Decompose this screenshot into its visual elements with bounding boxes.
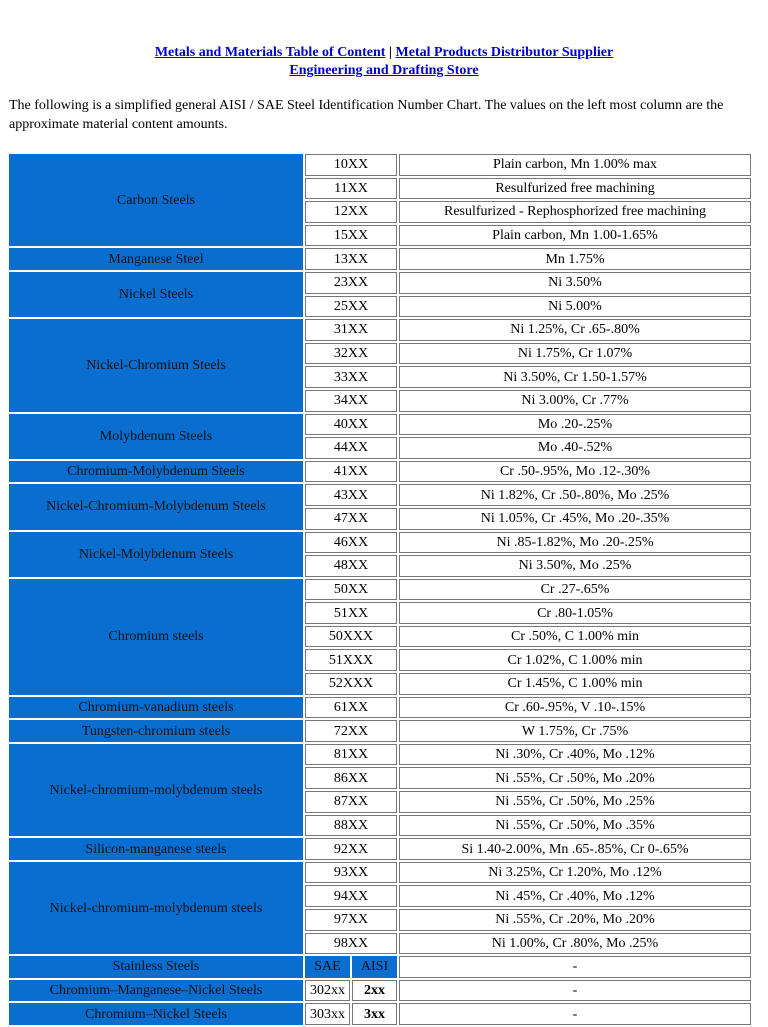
- category-cell: Nickel-Chromium Steels: [9, 319, 303, 411]
- code-cell: 31XX: [305, 319, 397, 341]
- intro-text: The following is a simplified general AISI / SAE Steel Identification Number Chart. The values on the left most column are the approximate material content amounts.: [9, 98, 724, 132]
- category-cell: Molybdenum Steels: [9, 414, 303, 459]
- category-cell: Chromium-vanadium steels: [9, 697, 303, 719]
- description-cell: Ni 3.25%, Cr 1.20%, Mo .12%: [399, 862, 751, 884]
- description-cell: Cr .50%, C 1.00% min: [399, 626, 751, 648]
- description-cell: Resulfurized free machining: [399, 178, 751, 200]
- category-cell: Chromium–Nickel Steels: [9, 1003, 303, 1025]
- table-row: [9, 862, 751, 884]
- description-cell: Ni .55%, Cr .50%, Mo .35%: [399, 815, 751, 837]
- table-row: [9, 720, 751, 742]
- description-cell: Ni .30%, Cr .40%, Mo .12%: [399, 744, 751, 766]
- stainless-row: [9, 956, 751, 978]
- stainless-row: [9, 980, 751, 1002]
- code-cell: 40XX: [305, 414, 397, 436]
- code-cell: 34XX: [305, 390, 397, 412]
- code-cell: 72XX: [305, 720, 397, 742]
- table-row: [9, 744, 751, 766]
- code-cell: 32XX: [305, 343, 397, 365]
- steel-table-body: [9, 154, 751, 1025]
- code-cell: 86XX: [305, 767, 397, 789]
- description-cell: Ni .45%, Cr .40%, Mo .12%: [399, 885, 751, 907]
- description-cell: Cr 1.02%, C 1.00% min: [399, 649, 751, 671]
- sae-cell: 302xx: [305, 980, 350, 1002]
- description-cell: Si 1.40-2.00%, Mn .65-.85%, Cr 0-.65%: [399, 838, 751, 860]
- distributor-link[interactable]: Metal Products Distributor Supplier: [395, 45, 614, 60]
- description-cell: Cr .60-.95%, V .10-.15%: [399, 697, 751, 719]
- aisi-cell: 2xx: [352, 980, 397, 1002]
- description-cell: Cr .80-1.05%: [399, 602, 751, 624]
- category-cell: Chromium steels: [9, 579, 303, 695]
- code-cell: 94XX: [305, 885, 397, 907]
- code-cell: 43XX: [305, 484, 397, 506]
- code-cell: 44XX: [305, 437, 397, 459]
- code-cell: 51XXX: [305, 649, 397, 671]
- description-cell: W 1.75%, Cr .75%: [399, 720, 751, 742]
- description-cell: Ni 1.00%, Cr .80%, Mo .25%: [399, 933, 751, 955]
- description-cell: Ni .85-1.82%, Mo .20-.25%: [399, 532, 751, 554]
- description-cell: Ni 1.05%, Cr .45%, Mo .20-.35%: [399, 508, 751, 530]
- sae-cell: 303xx: [305, 1003, 350, 1025]
- stainless-row: [9, 1003, 751, 1025]
- table-row: [9, 484, 751, 506]
- code-cell: 12XX: [305, 201, 397, 223]
- description-cell: Mo .40-.52%: [399, 437, 751, 459]
- header-links: [0, 0, 768, 80]
- aisi-cell: 3xx: [352, 1003, 397, 1025]
- header-line-2: [0, 62, 768, 80]
- code-cell: 52XXX: [305, 673, 397, 695]
- description-cell: Ni 1.25%, Cr .65-.80%: [399, 319, 751, 341]
- code-cell: 93XX: [305, 862, 397, 884]
- description-cell: Ni .55%, Cr .20%, Mo .20%: [399, 909, 751, 931]
- description-cell: Mn 1.75%: [399, 248, 751, 270]
- table-row: [9, 461, 751, 483]
- description-cell: -: [399, 1003, 751, 1025]
- table-row: [9, 838, 751, 860]
- code-cell: 81XX: [305, 744, 397, 766]
- category-cell: Nickel-chromium-molybdenum steels: [9, 862, 303, 954]
- table-row: [9, 272, 751, 294]
- code-cell: 61XX: [305, 697, 397, 719]
- code-cell: 98XX: [305, 933, 397, 955]
- category-cell: Silicon-manganese steels: [9, 838, 303, 860]
- description-cell: Ni .55%, Cr .50%, Mo .25%: [399, 791, 751, 813]
- code-cell: 46XX: [305, 532, 397, 554]
- description-cell: Ni 3.50%, Cr 1.50-1.57%: [399, 366, 751, 388]
- aisi-cell: AISI: [352, 956, 397, 978]
- category-cell: Carbon Steels: [9, 154, 303, 246]
- code-cell: 87XX: [305, 791, 397, 813]
- table-row: [9, 319, 751, 341]
- code-cell: 13XX: [305, 248, 397, 270]
- table-row: [9, 154, 751, 176]
- category-cell: Nickel-Molybdenum Steels: [9, 532, 303, 577]
- category-cell: Tungsten-chromium steels: [9, 720, 303, 742]
- code-cell: 41XX: [305, 461, 397, 483]
- code-cell: 25XX: [305, 296, 397, 318]
- link-separator: |: [388, 45, 393, 60]
- header-line-1: [0, 44, 768, 62]
- code-cell: 50XXX: [305, 626, 397, 648]
- code-cell: 51XX: [305, 602, 397, 624]
- table-row: [9, 532, 751, 554]
- description-cell: Mo .20-.25%: [399, 414, 751, 436]
- code-cell: 23XX: [305, 272, 397, 294]
- code-cell: 10XX: [305, 154, 397, 176]
- table-row: [9, 248, 751, 270]
- category-cell: Chromium-Molybdenum Steels: [9, 461, 303, 483]
- description-cell: Ni 3.50%, Mo .25%: [399, 555, 751, 577]
- category-cell: Stainless Steels: [9, 956, 303, 978]
- description-cell: -: [399, 980, 751, 1002]
- description-cell: Cr .27-.65%: [399, 579, 751, 601]
- code-cell: 33XX: [305, 366, 397, 388]
- description-cell: Ni 5.00%: [399, 296, 751, 318]
- engineering-store-link[interactable]: Engineering and Drafting Store: [289, 63, 479, 78]
- category-cell: Manganese Steel: [9, 248, 303, 270]
- description-cell: Resulfurized - Rephosphorized free machining: [399, 201, 751, 223]
- category-cell: Nickel-Chromium-Molybdenum Steels: [9, 484, 303, 529]
- table-of-content-link[interactable]: Metals and Materials Table of Content: [154, 45, 386, 60]
- description-cell: Cr 1.45%, C 1.00% min: [399, 673, 751, 695]
- table-row: [9, 579, 751, 601]
- steel-id-table: [7, 152, 753, 1027]
- category-cell: Nickel Steels: [9, 272, 303, 317]
- description-cell: Cr .50-.95%, Mo .12-.30%: [399, 461, 751, 483]
- code-cell: 97XX: [305, 909, 397, 931]
- sae-cell: SAE: [305, 956, 350, 978]
- code-cell: 15XX: [305, 225, 397, 247]
- description-cell: Ni 3.00%, Cr .77%: [399, 390, 751, 412]
- description-cell: Ni 1.75%, Cr 1.07%: [399, 343, 751, 365]
- code-cell: 48XX: [305, 555, 397, 577]
- code-cell: 47XX: [305, 508, 397, 530]
- code-cell: 11XX: [305, 178, 397, 200]
- description-cell: Plain carbon, Mn 1.00% max: [399, 154, 751, 176]
- code-cell: 50XX: [305, 579, 397, 601]
- description-cell: Ni 1.82%, Cr .50-.80%, Mo .25%: [399, 484, 751, 506]
- table-row: [9, 414, 751, 436]
- description-cell: Ni .55%, Cr .50%, Mo .20%: [399, 767, 751, 789]
- code-cell: 88XX: [305, 815, 397, 837]
- category-cell: Nickel-chromium-molybdenum steels: [9, 744, 303, 836]
- description-cell: Plain carbon, Mn 1.00-1.65%: [399, 225, 751, 247]
- code-cell: 92XX: [305, 838, 397, 860]
- description-cell: Ni 3.50%: [399, 272, 751, 294]
- table-row: [9, 697, 751, 719]
- description-cell: -: [399, 956, 751, 978]
- category-cell: Chromium–Manganese–Nickel Steels: [9, 980, 303, 1002]
